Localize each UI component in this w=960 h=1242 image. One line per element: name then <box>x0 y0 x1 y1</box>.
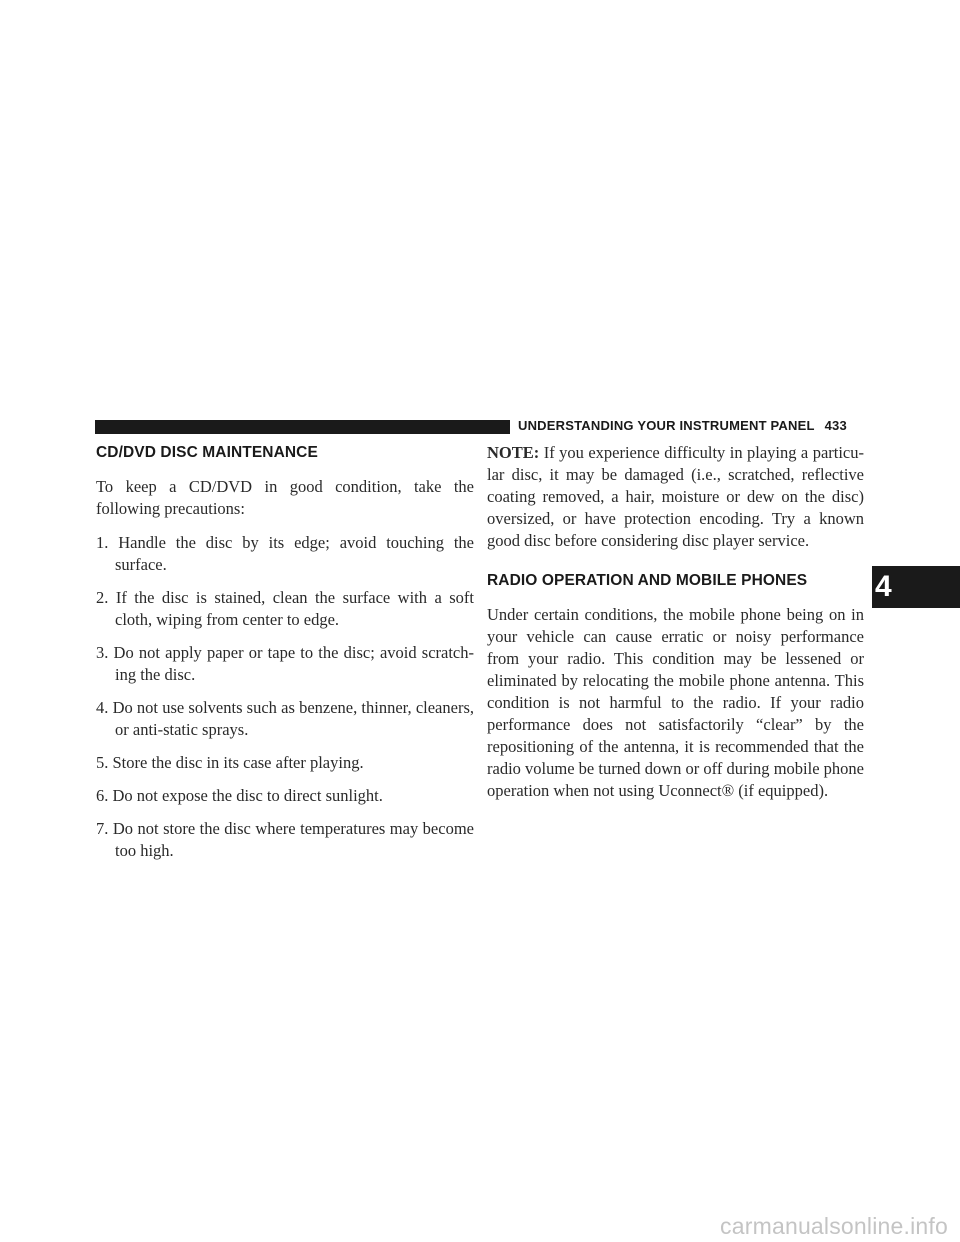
left-column <box>96 442 474 873</box>
list-item: 1. Handle the disc by its edge; avoid touching the surface. <box>96 533 474 574</box>
section-title: UNDERSTANDING YOUR INSTRUMENT PANEL <box>518 418 815 433</box>
list-item: 5. Store the disc in its case after playing. <box>96 753 364 772</box>
list-item: 2. If the disc is stained, clean the surface with a soft cloth, wiping from center to edge. <box>96 588 474 629</box>
watermark: carmanualsonline.info <box>720 1213 948 1239</box>
precautions-list <box>96 532 474 862</box>
list-item: 3. Do not apply paper or tape to the disc; avoid scratch-ing the disc. <box>96 643 474 684</box>
disc-maintenance-heading: CD/DVD DISC MAINTENANCE <box>96 444 318 461</box>
list-item: 4. Do not use solvents such as benzene, thinner, cleaners, or anti-static sprays. <box>96 698 474 739</box>
chapter-tab: 4 <box>872 566 960 608</box>
running-header <box>518 418 847 433</box>
right-column <box>487 442 864 802</box>
note-label: NOTE: <box>487 443 540 462</box>
page-number: 433 <box>824 418 847 433</box>
note-paragraph <box>487 442 864 552</box>
header-rule <box>95 420 510 434</box>
radio-mobile-paragraph: Under certain conditions, the mobile phone being on in your vehicle can cause erratic or noisy performance from your radio. This condition may be lessened or eliminated by relocating the mobile phone antenna. This condition is not harmful to the radio. If your radio performance does not satisfactorily “clear” by the repositioning of the antenna, it is recommended that the radio volume be turned down or off during mobile phone operation when not using Uconnect® (if equipped). <box>487 605 864 800</box>
radio-mobile-heading: RADIO OPERATION AND MOBILE PHONES <box>487 572 808 589</box>
list-item: 7. Do not store the disc where temperatures may become too high. <box>96 819 474 860</box>
note-text: If you experience difficulty in playing a particu-lar disc, it may be damaged (i.e., scratched, reflective coating removed, a hair, moisture or dew on the disc) oversized, or have protection encoding. Try a known good disc before considering disc player service. <box>487 443 864 550</box>
list-item: 6. Do not expose the disc to direct sunlight. <box>96 786 383 805</box>
disc-maintenance-intro: To keep a CD/DVD in good condition, take the following precautions: <box>96 477 474 518</box>
